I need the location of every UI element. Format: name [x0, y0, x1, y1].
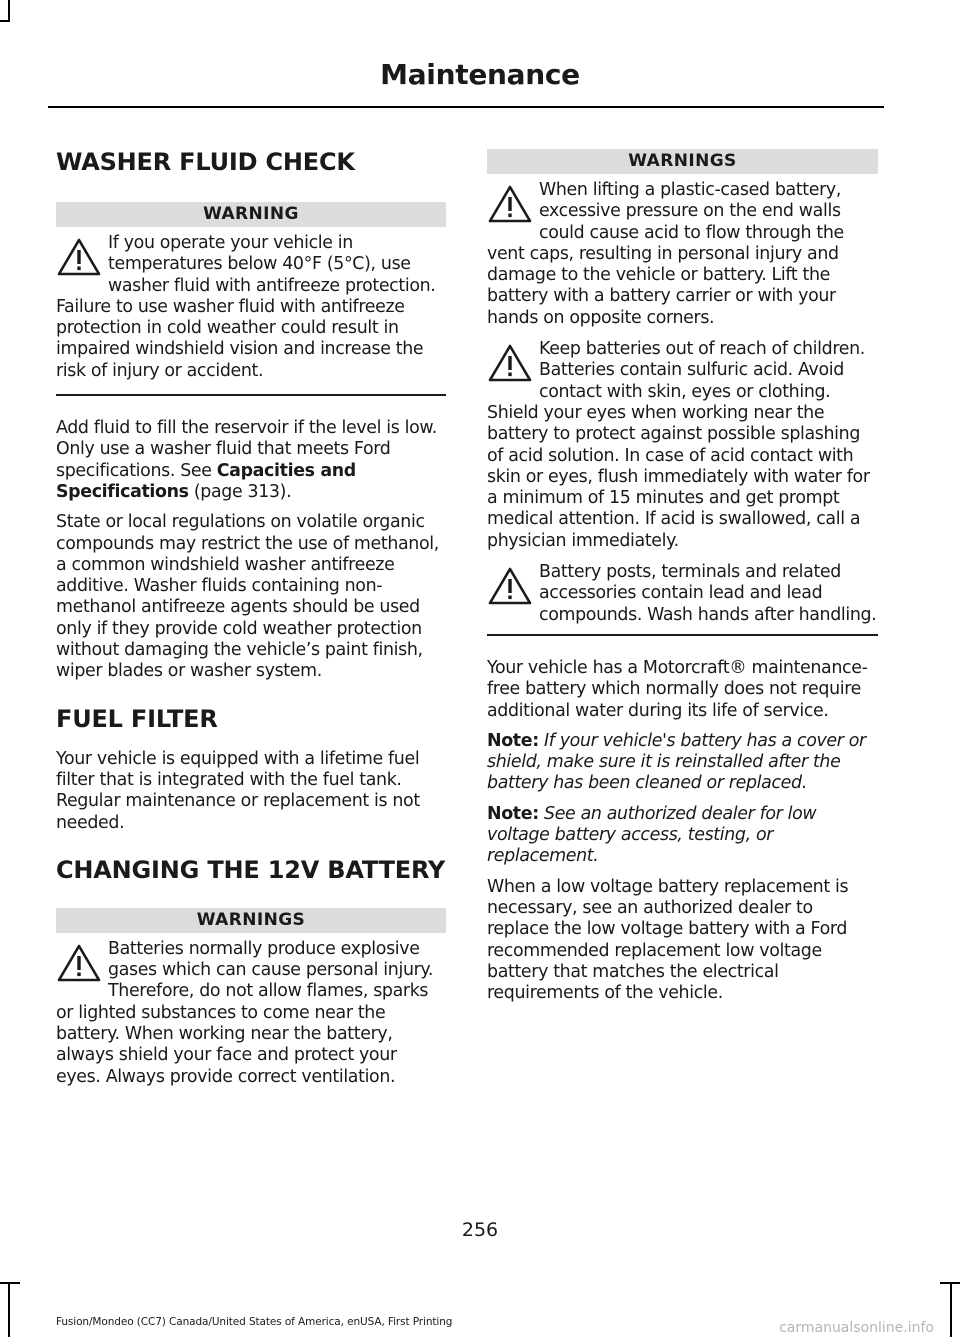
warning-end-rule [56, 394, 446, 396]
crop-mark [0, 1282, 20, 1284]
warning-triangle-icon [56, 943, 108, 983]
crop-mark [8, 0, 10, 22]
warning-block [487, 562, 878, 626]
warning-text: Batteries normally produce explosive gases which can cause personal injury. Therefore, do not allow flames, sparks or lighted substances to come near the battery. When working near the battery, always shield your face and protect your eyes. Always provide correct ventilation. [56, 938, 434, 1087]
text: Add fluid to fill the reservoir if the level is low. Only use a washer fluid that meets Ford specifications. See [56, 418, 437, 481]
battery-heading: CHANGING THE 12V BATTERY [56, 855, 446, 884]
note-text: See an authorized dealer for low voltage battery access, testing, or replacement. [487, 803, 817, 867]
note-label: Note: [487, 803, 539, 824]
crop-mark [0, 20, 10, 22]
paragraph: When a low voltage battery replacement is necessary, see an authorized dealer to replace the low voltage battery with a Ford recommended replacement low voltage battery that matches the electrical requirements of the vehicle. [487, 876, 849, 1004]
warning-bar: WARNING [56, 202, 446, 227]
page-number: 256 [461, 1219, 499, 1241]
page-title: Maintenance [380, 58, 580, 91]
note-text: If your vehicle's battery has a cover or shield, make sure it is reinstalled after the battery has been cleaned or replaced. [487, 730, 866, 794]
warnings-bar: WARNINGS [487, 149, 878, 174]
warnings-bar: WARNINGS [56, 908, 446, 933]
washer-fluid-heading: WASHER FLUID CHECK [56, 148, 355, 176]
edition-footer: Fusion/Mondeo (CC7) Canada/United States of America, enUSA, First Printing [56, 1316, 453, 1328]
warning-block [487, 339, 878, 552]
watermark: carmanualsonline.info [779, 1320, 934, 1336]
note [487, 804, 878, 868]
paragraph: Your vehicle has a Motorcraft® maintenance-free battery which normally does not require additional water during its life of service. [487, 657, 868, 721]
warning-block [56, 233, 446, 382]
warning-triangle-icon [487, 343, 539, 383]
crop-mark [8, 1282, 10, 1337]
crop-mark [950, 1282, 952, 1337]
header-rule [48, 106, 884, 108]
warning-text: Keep batteries out of reach of children. Batteries contain sulfuric acid. Avoid contact with skin, eyes or clothing. Shield your eyes when working near the battery to protect against possible splashing of acid solution. In case of acid contact with skin or eyes, flush immediately with water for a minimum of 15 minutes and get prompt medical attention. If acid is swallowed, call a physician immediately. [487, 339, 870, 551]
warning-block [487, 180, 878, 329]
warning-end-rule [487, 634, 878, 636]
warning-block [56, 939, 446, 1088]
warning-text: Battery posts, terminals and related accessories contain lead and lead compounds. Wash hands after handling. [539, 562, 877, 625]
note [487, 731, 878, 795]
warning-triangle-icon [487, 566, 539, 606]
right-column [487, 149, 878, 1013]
warning-triangle-icon [487, 184, 539, 224]
paragraph: Your vehicle is equipped with a lifetime fuel filter that is integrated with the fuel tank. Regular maintenance or replacement is not needed. [56, 748, 420, 833]
fuel-filter-heading: FUEL FILTER [56, 704, 218, 733]
warning-triangle-icon [56, 237, 108, 277]
cross-reference-link[interactable]: Capacities and Specifications [56, 460, 356, 502]
warning-text: When lifting a plastic-cased battery, excessive pressure on the end walls could cause acid to flow through the vent caps, resulting in personal injury and damage to the vehicle or battery. Lift the battery with a battery carrier or with your hands on opposite corners. [487, 180, 844, 328]
paragraph: State or local regulations on volatile organic compounds may restrict the use of methanol, a common windshield washer antifreeze additive. Washer fluids containing non-methanol antifreeze agents should be used only if they provide cold weather protection without damaging the vehicle’s paint finish, wiper blades or washer system. [56, 512, 439, 682]
page-reference: (page 313). [188, 481, 292, 502]
left-column [56, 148, 446, 1098]
paragraph [56, 418, 446, 503]
note-label: Note: [487, 730, 539, 751]
crop-mark [940, 1282, 960, 1284]
warning-text: If you operate your vehicle in temperatures below 40°F (5°C), use washer fluid with antifreeze protection. Failure to use washer fluid with antifreeze protection in cold weather could result in impaired windshield vision and increase the risk of injury or accident. [56, 233, 436, 381]
